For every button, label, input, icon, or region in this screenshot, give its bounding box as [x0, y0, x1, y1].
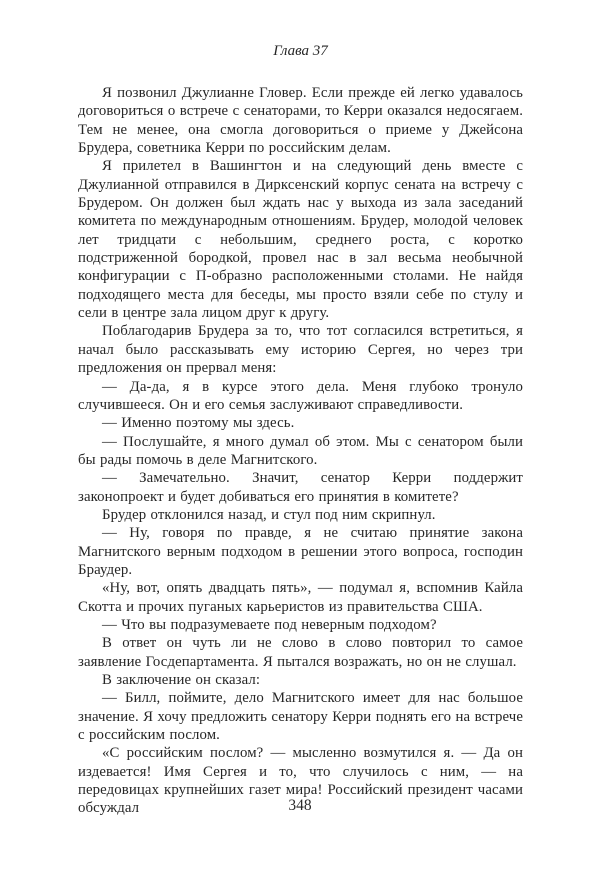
paragraph: — Что вы подразумеваете под неверным подходом?: [102, 616, 437, 633]
paragraph: — Именно поэтому мы здесь.: [102, 415, 295, 432]
paragraph: В ответ он чуть ли не слово в слово повторил то самое заявление Госдепартамента. Я пытался возражать, но он не слушал.: [78, 635, 523, 670]
paragraph: В заключение он сказал:: [102, 672, 261, 688]
paragraph: «С российским послом? — мысленно возмутился я. — Да он издевается! Имя Сергея и то, что случилось с ним, — на передовицах крупнейших газет мира! Российский президент часами обсуждал: [78, 745, 523, 817]
paragraph: — Ну, говоря по правде, я не считаю принятие закона Магнитского верным подходом в решении этого вопроса, господин Браудер.: [78, 525, 523, 578]
paragraph: — Да-да, я в курсе этого дела. Меня глубоко тронуло случившееся. Он и его семья заслуживают справедливости.: [78, 378, 523, 413]
paragraph: Я позвонил Джулианне Гловер. Если прежде ей легко удавалось договориться о встрече с сенаторами, то Керри оказался недосягаем. Тем не менее, она смогла договориться о приеме у Джейсона Брудера, советника Керри по российским делам.: [78, 85, 523, 157]
paragraph: Я прилетел в Вашингтон и на следующий день вместе с Джулианной отправился в Дирксенский корпус сената на встречу с Брудером. Он должен был ждать нас у выхода из зала заседаний комитета по международным отношениям. Брудер, молодой человек лет тридцати с небольшим, среднего роста, с коротко подстриженной бородкой, провел нас в зал весьма необычной конфигурации с П-образно расположенными столами. Не найдя подходящего места для беседы, мы просто взяли себе по стулу и сели в центре зала лицом друг к другу.: [78, 158, 523, 322]
paragraph: — Билл, поймите, дело Магнитского имеет для нас большое значение. Я хочу предложить сенатору Керри поднять его на встрече с российским послом.: [78, 690, 523, 744]
paragraph: — Замечательно. Значит, сенатор Керри поддержит законопроект и будет добиваться его принятия в комитете?: [78, 470, 523, 505]
paragraph: — Послушайте, я много думал об этом. Мы с сенатором были бы рады помочь в деле Магнитского.: [78, 433, 523, 468]
page-number: 348: [288, 797, 312, 814]
text-block: [78, 84, 523, 818]
paragraph: Поблагодарив Брудера за то, что тот согласился встретиться, я начал было рассказывать ему историю Сергея, но через три предложения он прервал меня:: [78, 323, 523, 377]
paragraph: Брудер отклонился назад, и стул под ним скрипнул.: [102, 506, 436, 523]
chapter-heading: Глава 37: [273, 43, 328, 59]
paragraph: «Ну, вот, опять двадцать пять», — подумал я, вспомнив Кайла Скотта и прочих пуганых карьеристов из правительства США.: [78, 580, 523, 615]
